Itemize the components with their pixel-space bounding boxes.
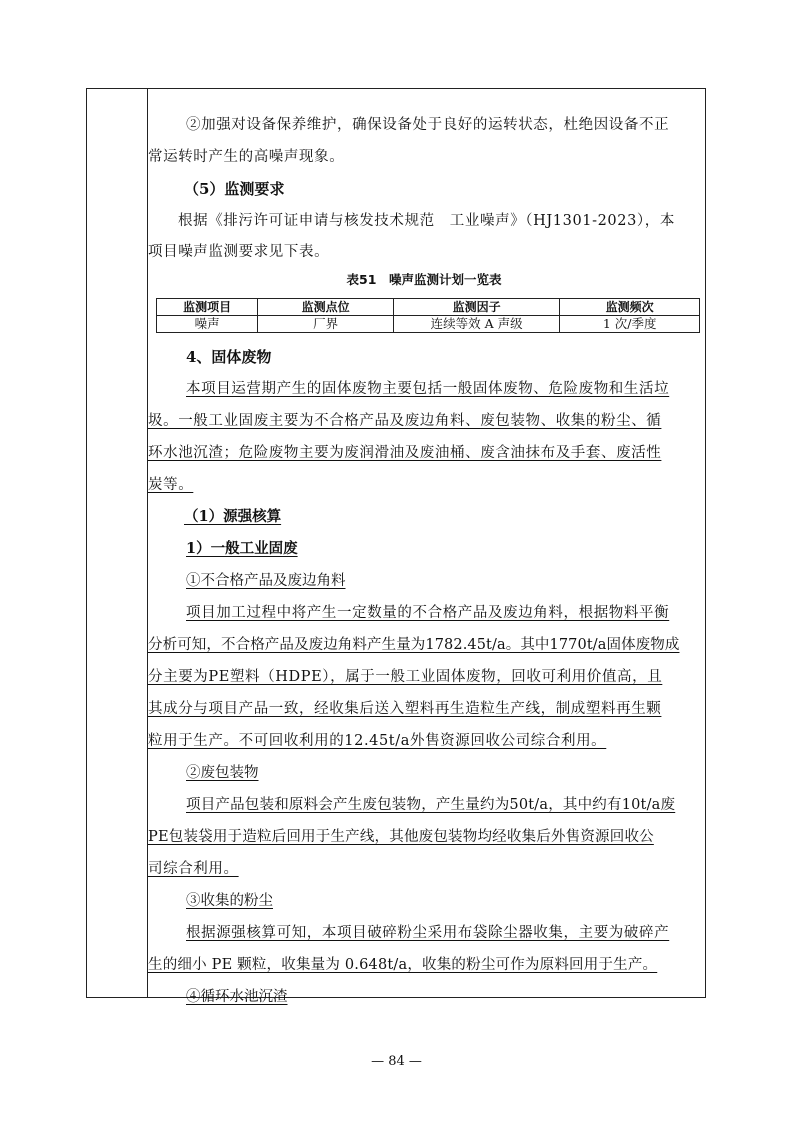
heading-monitoring: （5）监测要求 [184, 180, 285, 198]
table-header: 监测点位 [258, 299, 394, 316]
paragraph-line: 圾。一般工业固废主要为不合格产品及废边角料、废包装物、收集的粉尘、循 [148, 413, 662, 429]
table-row [157, 316, 700, 333]
paragraph-line: 粒用于生产。不可回收利用的12.45t/a外售资源回收公司综合利用。 [148, 733, 607, 749]
table-header: 监测因子 [393, 299, 559, 316]
paragraph-line: 根据源强核算可知，本项目破碎粉尘采用布袋除尘器收集，主要为破碎产 [186, 925, 670, 941]
table-header: 监测项目 [157, 299, 258, 316]
paragraph-line: 本项目运营期产生的固体废物主要包括一般固体废物、危险废物和生活垃 [186, 381, 670, 397]
paragraph-line: 炭等。 [148, 477, 194, 493]
table-cell: 1 次/季度 [560, 316, 700, 333]
paragraph-line: 其成分与项目产品一致，经收集后送入塑料再生造粒生产线，制成塑料再生颗 [148, 701, 662, 717]
subheading-sediment: ④循环水池沉渣 [186, 989, 288, 1005]
paragraph-line: 分析可知，不合格产品及废边角料产生量为1782.45t/a。其中1770t/a固体废物成 [148, 637, 680, 653]
paragraph-line: 项目噪声监测要求见下表。 [148, 244, 330, 260]
page-number: — 84 — [371, 1054, 422, 1069]
subheading-packaging: ②废包装物 [186, 765, 259, 781]
heading-source-calc: （1）源强核算 [184, 508, 282, 525]
subheading-dust: ③收集的粉尘 [186, 893, 273, 909]
paragraph-line: 根据《排污许可证申请与核发技术规范 工业噪声》（HJ1301-2023），本 [178, 213, 675, 229]
heading-solid-waste: 4、固体废物 [186, 348, 272, 366]
paragraph-line: 生的细小 PE 颗粒，收集量为 0.648t/a，收集的粉尘可作为原料回用于生产。 [148, 957, 658, 973]
paragraph-line: 项目加工过程中将产生一定数量的不合格产品及废边角料，根据物料平衡 [186, 605, 670, 621]
table-cell: 噪声 [157, 316, 258, 333]
heading-general-waste: 1）一般工业固废 [186, 540, 298, 557]
paragraph-line: PE包装袋用于造粒后回用于生产线，其他废包装物均经收集后外售资源回收公 [148, 829, 654, 845]
table-header: 监测频次 [560, 299, 700, 316]
noise-monitoring-table [156, 298, 700, 333]
table-cell: 厂界 [258, 316, 394, 333]
paragraph-line: 环水池沉渣；危险废物主要为废润滑油及废油桶、废含油抹布及手套、废活性 [148, 445, 662, 461]
paragraph-line: 项目产品包装和原料会产生废包装物，产生量约为50t/a，其中约有10t/a废 [186, 797, 676, 813]
table-caption: 表51 噪声监测计划一览表 [346, 272, 502, 287]
paragraph-line: 分主要为PE塑料（HDPE），属于一般工业固体废物，回收可利用价值高，且 [148, 669, 663, 685]
paragraph-line: 常运转时产生的高噪声现象。 [148, 149, 345, 165]
table-cell: 连续等效 A 声级 [393, 316, 559, 333]
subheading-rejects: ①不合格产品及废边角料 [186, 573, 346, 589]
paragraph-line: 司综合利用。 [148, 861, 239, 877]
paragraph-line: ②加强对设备保养维护，确保设备处于良好的运转状态，杜绝因设备不正 [186, 117, 670, 133]
table-header-row [157, 299, 700, 316]
